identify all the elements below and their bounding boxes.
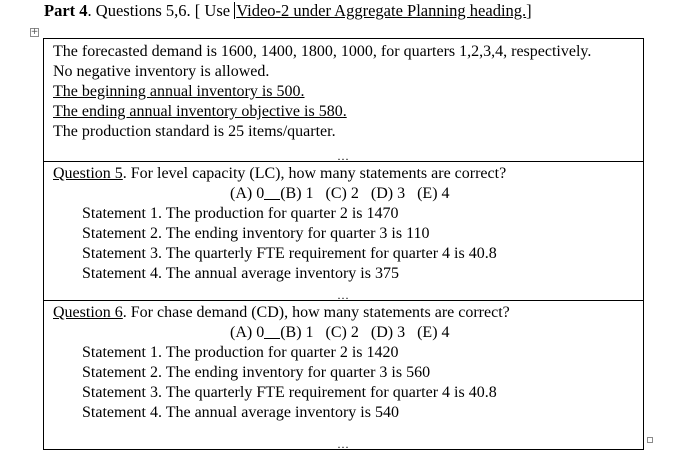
production-standard-line: The production standard is 25 items/quarter. bbox=[53, 123, 336, 140]
part-period: . bbox=[87, 1, 92, 20]
q6-statement-4: Statement 4. The annual average inventory is 540 bbox=[82, 404, 399, 421]
choice-a: (A) 0 bbox=[230, 185, 265, 202]
table-move-handle-icon[interactable]: + bbox=[30, 27, 39, 37]
video-link[interactable]: Video-2 under Aggregate Planning heading. bbox=[236, 1, 527, 20]
question-table bbox=[43, 38, 644, 450]
question-6-prompt bbox=[53, 303, 643, 323]
q6-statement-1: Statement 1. The production for quarter 2 is 1420 bbox=[82, 344, 399, 361]
question-5-cell bbox=[44, 161, 643, 300]
question-5-prompt bbox=[53, 164, 643, 184]
answer-blank[interactable] bbox=[264, 323, 280, 339]
part-heading bbox=[44, 1, 532, 21]
question-6-cell bbox=[44, 300, 643, 449]
q6-statement-2: Statement 2. The ending inventory for quarter 3 is 560 bbox=[82, 364, 431, 381]
question-6-text: . For chase demand (CD), how many statements are correct? bbox=[122, 304, 510, 321]
ellipsis: ... bbox=[337, 149, 350, 163]
question-6-choices bbox=[53, 323, 643, 343]
q5-statement-2: Statement 2. The ending inventory for quarter 3 is 110 bbox=[82, 225, 430, 242]
given-line-2: No negative inventory is allowed. bbox=[53, 63, 270, 80]
heading-close-bracket: ] bbox=[526, 1, 532, 20]
given-info-cell bbox=[44, 39, 643, 161]
heading-text: Questions 5,6. [ Use bbox=[95, 1, 235, 20]
question-5-text: . For level capacity (LC), how many statements are correct? bbox=[122, 165, 507, 182]
part-label: Part 4 bbox=[44, 1, 88, 20]
question-5-choices bbox=[53, 184, 643, 204]
choices-rest: (B) 1 (C) 2 (D) 3 (E) 4 bbox=[280, 185, 450, 202]
question-5-label: Question 5 bbox=[53, 165, 123, 182]
q5-statement-4: Statement 4. The annual average inventory is 375 bbox=[82, 265, 399, 282]
ellipsis: ... bbox=[337, 437, 350, 451]
q5-statement-3: Statement 3. The quarterly FTE requirement for quarter 4 is 40.8 bbox=[82, 245, 497, 262]
beginning-inventory-line: The beginning annual inventory is 500. bbox=[53, 83, 305, 100]
question-6-label: Question 6 bbox=[53, 304, 123, 321]
answer-blank[interactable] bbox=[264, 184, 280, 200]
ellipsis: ... bbox=[337, 288, 350, 302]
choices-rest: (B) 1 (C) 2 (D) 3 (E) 4 bbox=[280, 324, 450, 341]
table-resize-handle[interactable] bbox=[647, 437, 653, 443]
choice-a: (A) 0 bbox=[230, 324, 265, 341]
given-line-1: The forecasted demand is 1600, 1400, 1800, 1000, for quarters 1,2,3,4, respectively. bbox=[53, 43, 592, 60]
ending-inventory-line: The ending annual inventory objective is 580. bbox=[53, 103, 347, 120]
q5-statement-1: Statement 1. The production for quarter 2 is 1470 bbox=[82, 205, 399, 222]
q6-statement-3: Statement 3. The quarterly FTE requirement for quarter 4 is 40.8 bbox=[82, 384, 497, 401]
